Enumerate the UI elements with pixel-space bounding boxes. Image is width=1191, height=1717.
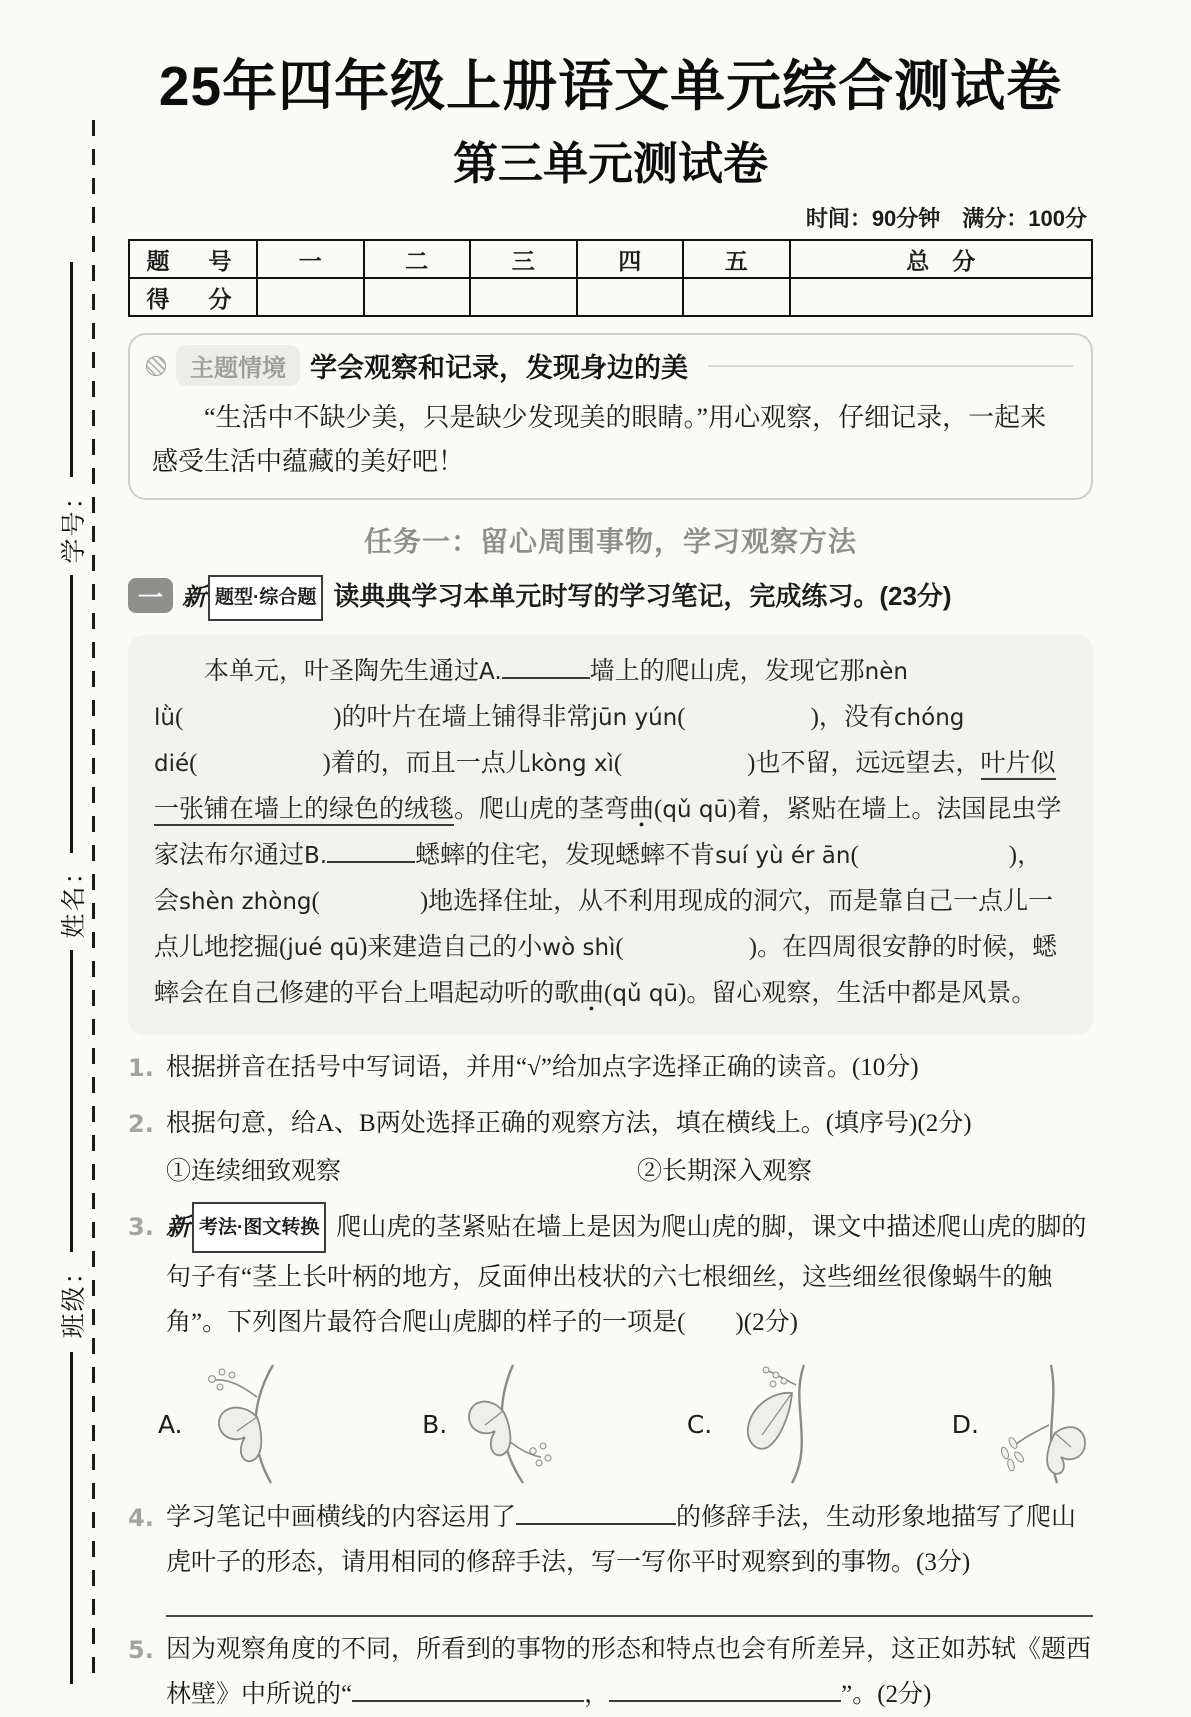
question-3-number: 3. xyxy=(128,1213,154,1241)
theme-heading: 学会观察和记录，发现身边的美 xyxy=(310,353,688,383)
fill-in-blank xyxy=(609,1676,841,1702)
question-1-number: 1. xyxy=(128,1054,154,1082)
choice-b-label: B. xyxy=(422,1409,448,1439)
vine-drawing-b xyxy=(453,1363,555,1485)
student-info-line xyxy=(70,575,73,853)
choice-c-label: C. xyxy=(686,1409,713,1439)
question-1-text: 根据拼音在括号中写词语，并用“√”给加点字选择正确的读音。(10分) xyxy=(166,1054,919,1081)
theme-rule-line xyxy=(708,365,1073,367)
exam-title: 25年四年级上册语文单元综合测试卷 xyxy=(158,55,1063,117)
hatched-circle-icon xyxy=(146,356,166,376)
score-table-question-label: 题 号 xyxy=(129,240,257,278)
theme-body-text: “生活中不缺少美，只是缺少发现美的眼睛。”用心观察，仔细记录，一起来感受生活中蕴藏的美好吧！ xyxy=(152,403,1047,476)
choice-a-label: A. xyxy=(158,1409,183,1439)
fill-in-blank xyxy=(502,653,590,679)
question-2-text: 根据句意，给A、B两处选择正确的观察方法，填在横线上。(填序号)(2分) xyxy=(166,1110,972,1137)
score-table-header-row xyxy=(129,240,1092,278)
choice-c xyxy=(687,1363,820,1485)
fill-in-blank xyxy=(327,837,415,863)
score-table-score-label: 得 分 xyxy=(129,278,257,316)
question-4-number: 4. xyxy=(128,1504,154,1532)
theme-context-box xyxy=(128,333,1093,500)
question-5-number: 5. xyxy=(128,1636,154,1664)
score-table-empty-cell xyxy=(683,278,790,316)
vine-drawing-a xyxy=(189,1363,291,1485)
question-3-picture-choices xyxy=(158,1363,1087,1485)
question-2-number: 2. xyxy=(128,1110,154,1138)
question-2 xyxy=(128,1101,1093,1147)
task1-heading: 任务一：留心周围事物，学习观察方法 xyxy=(363,526,857,557)
score-table-column-header: 总 分 xyxy=(790,240,1093,278)
question-5 xyxy=(128,1627,1093,1717)
score-table-empty-cell xyxy=(470,278,577,316)
question-3-text xyxy=(166,1204,1093,1345)
vine-drawing-d xyxy=(985,1363,1087,1485)
reading-passage-box xyxy=(128,635,1093,1035)
exam-subtitle: 第三单元测试卷 xyxy=(452,138,768,189)
score-table-empty-cell xyxy=(790,278,1093,316)
score-table-empty-cell xyxy=(364,278,471,316)
score-table-column-header: 二 xyxy=(364,240,471,278)
choice-d-label: D. xyxy=(951,1409,979,1439)
score-table-empty-cell xyxy=(577,278,684,316)
fill-in-blank xyxy=(516,1499,676,1525)
class-label: 班级： xyxy=(61,1257,88,1339)
choice-a xyxy=(158,1363,291,1485)
question-type-tag: 考法·图文转换 xyxy=(192,1202,326,1253)
theme-badge: 主题情境 xyxy=(176,345,300,386)
score-table-column-header: 五 xyxy=(683,240,790,278)
student-id-label: 学号： xyxy=(61,482,88,564)
section1-header xyxy=(128,576,1093,623)
question-4 xyxy=(128,1495,1093,1585)
section1-number-badge: 一 xyxy=(128,578,173,613)
vine-drawing-c xyxy=(718,1363,820,1485)
page-fold-dashed-line xyxy=(92,120,95,1684)
fill-in-blank xyxy=(352,1676,584,1702)
question-5-text: 因为观察角度的不同，所看到的事物的形态和特点也会有所差异，这正如苏轼《题西林壁》中所说的“ ， ”。(2分) xyxy=(166,1636,1092,1708)
new-tag-prefix: 新 xyxy=(182,585,206,611)
question-4-text: 学习笔记中画横线的内容运用了 的修辞手法，生动形象地描写了爬山虎叶子的形态，请用相同的修辞手法，写一写你平时观察到的事物。(3分) xyxy=(166,1495,1093,1585)
score-table-column-header: 一 xyxy=(257,240,364,278)
score-table xyxy=(128,239,1093,317)
score-table-column-header: 三 xyxy=(470,240,577,278)
exam-paper xyxy=(128,0,1093,1717)
question-3-body-text: 爬山虎的茎紧贴在墙上是因为爬山虎的脚，课文中描述爬山虎的脚的句子有“茎上长叶柄的地方，反面伸出枝状的六七根细丝，这些细丝很像蜗牛的触角”。下列图片最符合爬山虎脚的样子的一项是( )(2分) xyxy=(166,1214,1087,1336)
theme-header xyxy=(146,345,1073,386)
student-name-label: 姓名： xyxy=(61,857,88,939)
section1-instruction xyxy=(182,576,952,623)
choice-b xyxy=(422,1363,555,1485)
new-tag-prefix: 新 xyxy=(166,1215,190,1241)
reading-passage-text: 本单元，叶圣陶先生通过A. 墙上的爬山虎，发现它那nèn lǜ( )的叶片在墙上铺得非常jūn yún( )，没有chóng dié( )着的，而且一点儿kòng xì( )也不留，远远望去，叶片似一张铺在墙上的绿色的绒毯。爬山虎的茎弯曲 ●(qǔ qū)着，紧贴在墙上。法国昆虫学家法布尔通过B. 蟋蟀的住宅，发现蟋蟀不肯suí yù ér ān( )，会shèn zhòng( )地选择住址，从不利用现成的洞穴，而是靠自己一点儿一点儿地挖掘(jué qū)来建造自己的小wò shì( )。在四周很安静的时候，蟋蟀会在自己修建的平台上唱起动听的歌曲 ●(qǔ qū)。留心观察，生活中都是风景。 xyxy=(154,658,1061,1007)
student-info-line xyxy=(70,1352,73,1684)
question-4-answer-line xyxy=(166,1615,1093,1617)
question-1 xyxy=(128,1045,1093,1091)
choice-d xyxy=(952,1363,1087,1485)
time-and-score-info: 时间：90分钟 满分：100分 xyxy=(805,206,1087,231)
score-table-empty-cell xyxy=(257,278,364,316)
student-info-line xyxy=(70,950,73,1252)
question-2-options: ①连续细致观察 ②长期深入观察 xyxy=(166,1158,813,1185)
score-table-column-header: 四 xyxy=(577,240,684,278)
question-3 xyxy=(128,1204,1093,1345)
question-type-tag: 题型·综合题 xyxy=(208,575,323,621)
section1-instruction-text: 读典典学习本单元时写的学习笔记，完成练习。(23分) xyxy=(333,581,952,611)
score-table-score-row xyxy=(129,278,1092,316)
student-info-line xyxy=(70,262,73,477)
